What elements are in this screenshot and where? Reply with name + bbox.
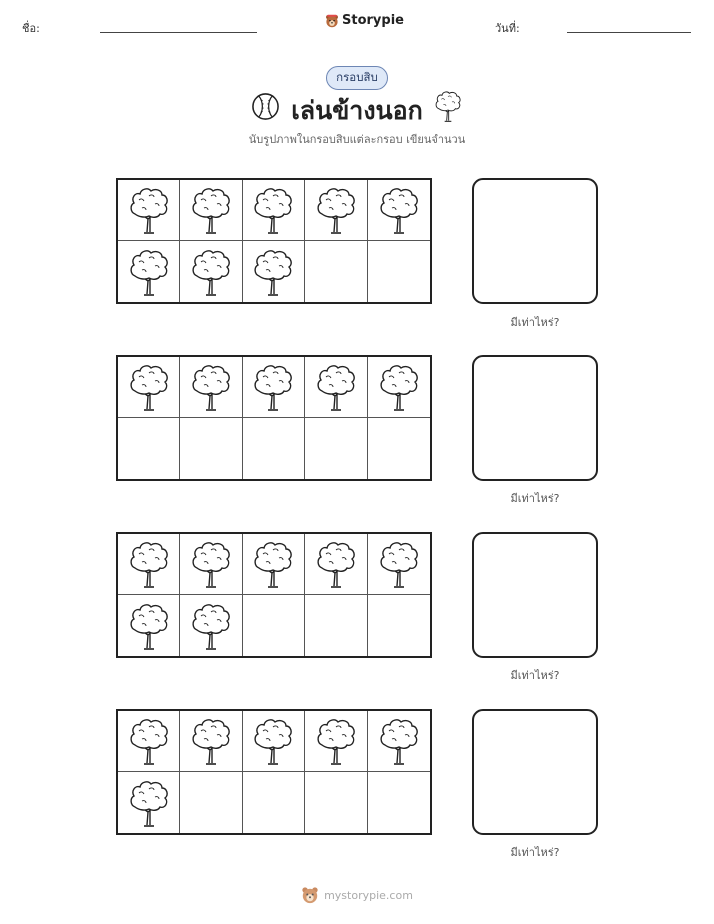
frame-cell [118, 711, 180, 772]
frame-cell [180, 180, 242, 241]
frame-cell [305, 180, 367, 241]
ten-frame [116, 178, 432, 304]
frame-cell [368, 711, 430, 772]
footer [0, 886, 714, 904]
tree-icon [127, 363, 171, 411]
tree-icon [127, 779, 171, 827]
tree-icon [189, 248, 233, 296]
tree-icon [189, 602, 233, 650]
name-label: ชื่อ: [22, 22, 40, 35]
frame-cell [118, 357, 180, 418]
date-label: วันที่: [495, 22, 520, 35]
tree-icon [127, 540, 171, 588]
date-line[interactable] [567, 32, 691, 33]
topic-badge: กรอบสิบ [326, 66, 388, 90]
bear-logo-icon [301, 886, 319, 904]
frame-cell [180, 418, 242, 479]
frame-cell [368, 241, 430, 302]
answer-box[interactable] [472, 355, 598, 481]
frame-cell [180, 772, 242, 833]
frame-cell [118, 241, 180, 302]
ten-frame [116, 532, 432, 658]
tree-icon [377, 363, 421, 411]
frame-cell [368, 534, 430, 595]
tree-icon [314, 540, 358, 588]
tree-icon [127, 186, 171, 234]
frame-cell [243, 595, 305, 656]
tree-icon [251, 363, 295, 411]
frame-cell [368, 357, 430, 418]
frame-cell [243, 357, 305, 418]
answer-box[interactable] [472, 532, 598, 658]
tree-icon [377, 717, 421, 765]
tree-icon [251, 540, 295, 588]
frame-cell [180, 357, 242, 418]
tree-icon [189, 540, 233, 588]
tree-icon [127, 602, 171, 650]
ten-frame [116, 355, 432, 481]
tree-icon [314, 186, 358, 234]
brand [325, 13, 404, 28]
frame-cell [305, 418, 367, 479]
frame-cell [243, 711, 305, 772]
frame-cell [243, 180, 305, 241]
frame-cell [180, 595, 242, 656]
frame-cell [305, 595, 367, 656]
frame-cell [180, 534, 242, 595]
footer-url: mystorypie.com [324, 888, 413, 902]
frame-cell [180, 711, 242, 772]
how-many-label: มีเท่าไหร่? [510, 846, 560, 859]
tree-icon [251, 186, 295, 234]
frame-cell [305, 772, 367, 833]
ten-frame [116, 709, 432, 835]
frame-cell [118, 595, 180, 656]
frame-cell [243, 534, 305, 595]
answer-box[interactable] [472, 709, 598, 835]
frame-cell [243, 241, 305, 302]
frame-cell [305, 241, 367, 302]
name-line[interactable] [100, 32, 257, 33]
tree-icon [314, 363, 358, 411]
frame-cell [118, 534, 180, 595]
tree-icon [377, 186, 421, 234]
frame-cell [243, 418, 305, 479]
brand-name: Storypie [342, 13, 404, 28]
frame-cell [305, 711, 367, 772]
how-many-label: มีเท่าไหร่? [510, 316, 560, 329]
how-many-label: มีเท่าไหร่? [510, 669, 560, 682]
tree-icon [189, 363, 233, 411]
frame-cell [368, 418, 430, 479]
frame-cell [118, 772, 180, 833]
bear-logo-icon [325, 14, 339, 28]
frame-cell [180, 241, 242, 302]
tree-icon [377, 540, 421, 588]
frame-cell [368, 595, 430, 656]
frame-cell [368, 180, 430, 241]
tree-icon [251, 248, 295, 296]
frame-cell [118, 180, 180, 241]
tree-icon [251, 717, 295, 765]
frame-cell [243, 772, 305, 833]
page-title: เล่นข้างนอก [291, 96, 423, 125]
baseball-icon [251, 92, 280, 121]
frame-cell [118, 418, 180, 479]
answer-box[interactable] [472, 178, 598, 304]
title-row [0, 90, 714, 130]
tree-icon [189, 186, 233, 234]
tree-icon [432, 90, 464, 122]
tree-icon [189, 717, 233, 765]
tree-icon [127, 717, 171, 765]
frame-cell [305, 357, 367, 418]
tree-icon [314, 717, 358, 765]
frame-cell [368, 772, 430, 833]
how-many-label: มีเท่าไหร่? [510, 492, 560, 505]
instructions: นับรูปภาพในกรอบสิบแต่ละกรอบ เขียนจำนวน [248, 133, 466, 146]
frame-cell [305, 534, 367, 595]
tree-icon [127, 248, 171, 296]
